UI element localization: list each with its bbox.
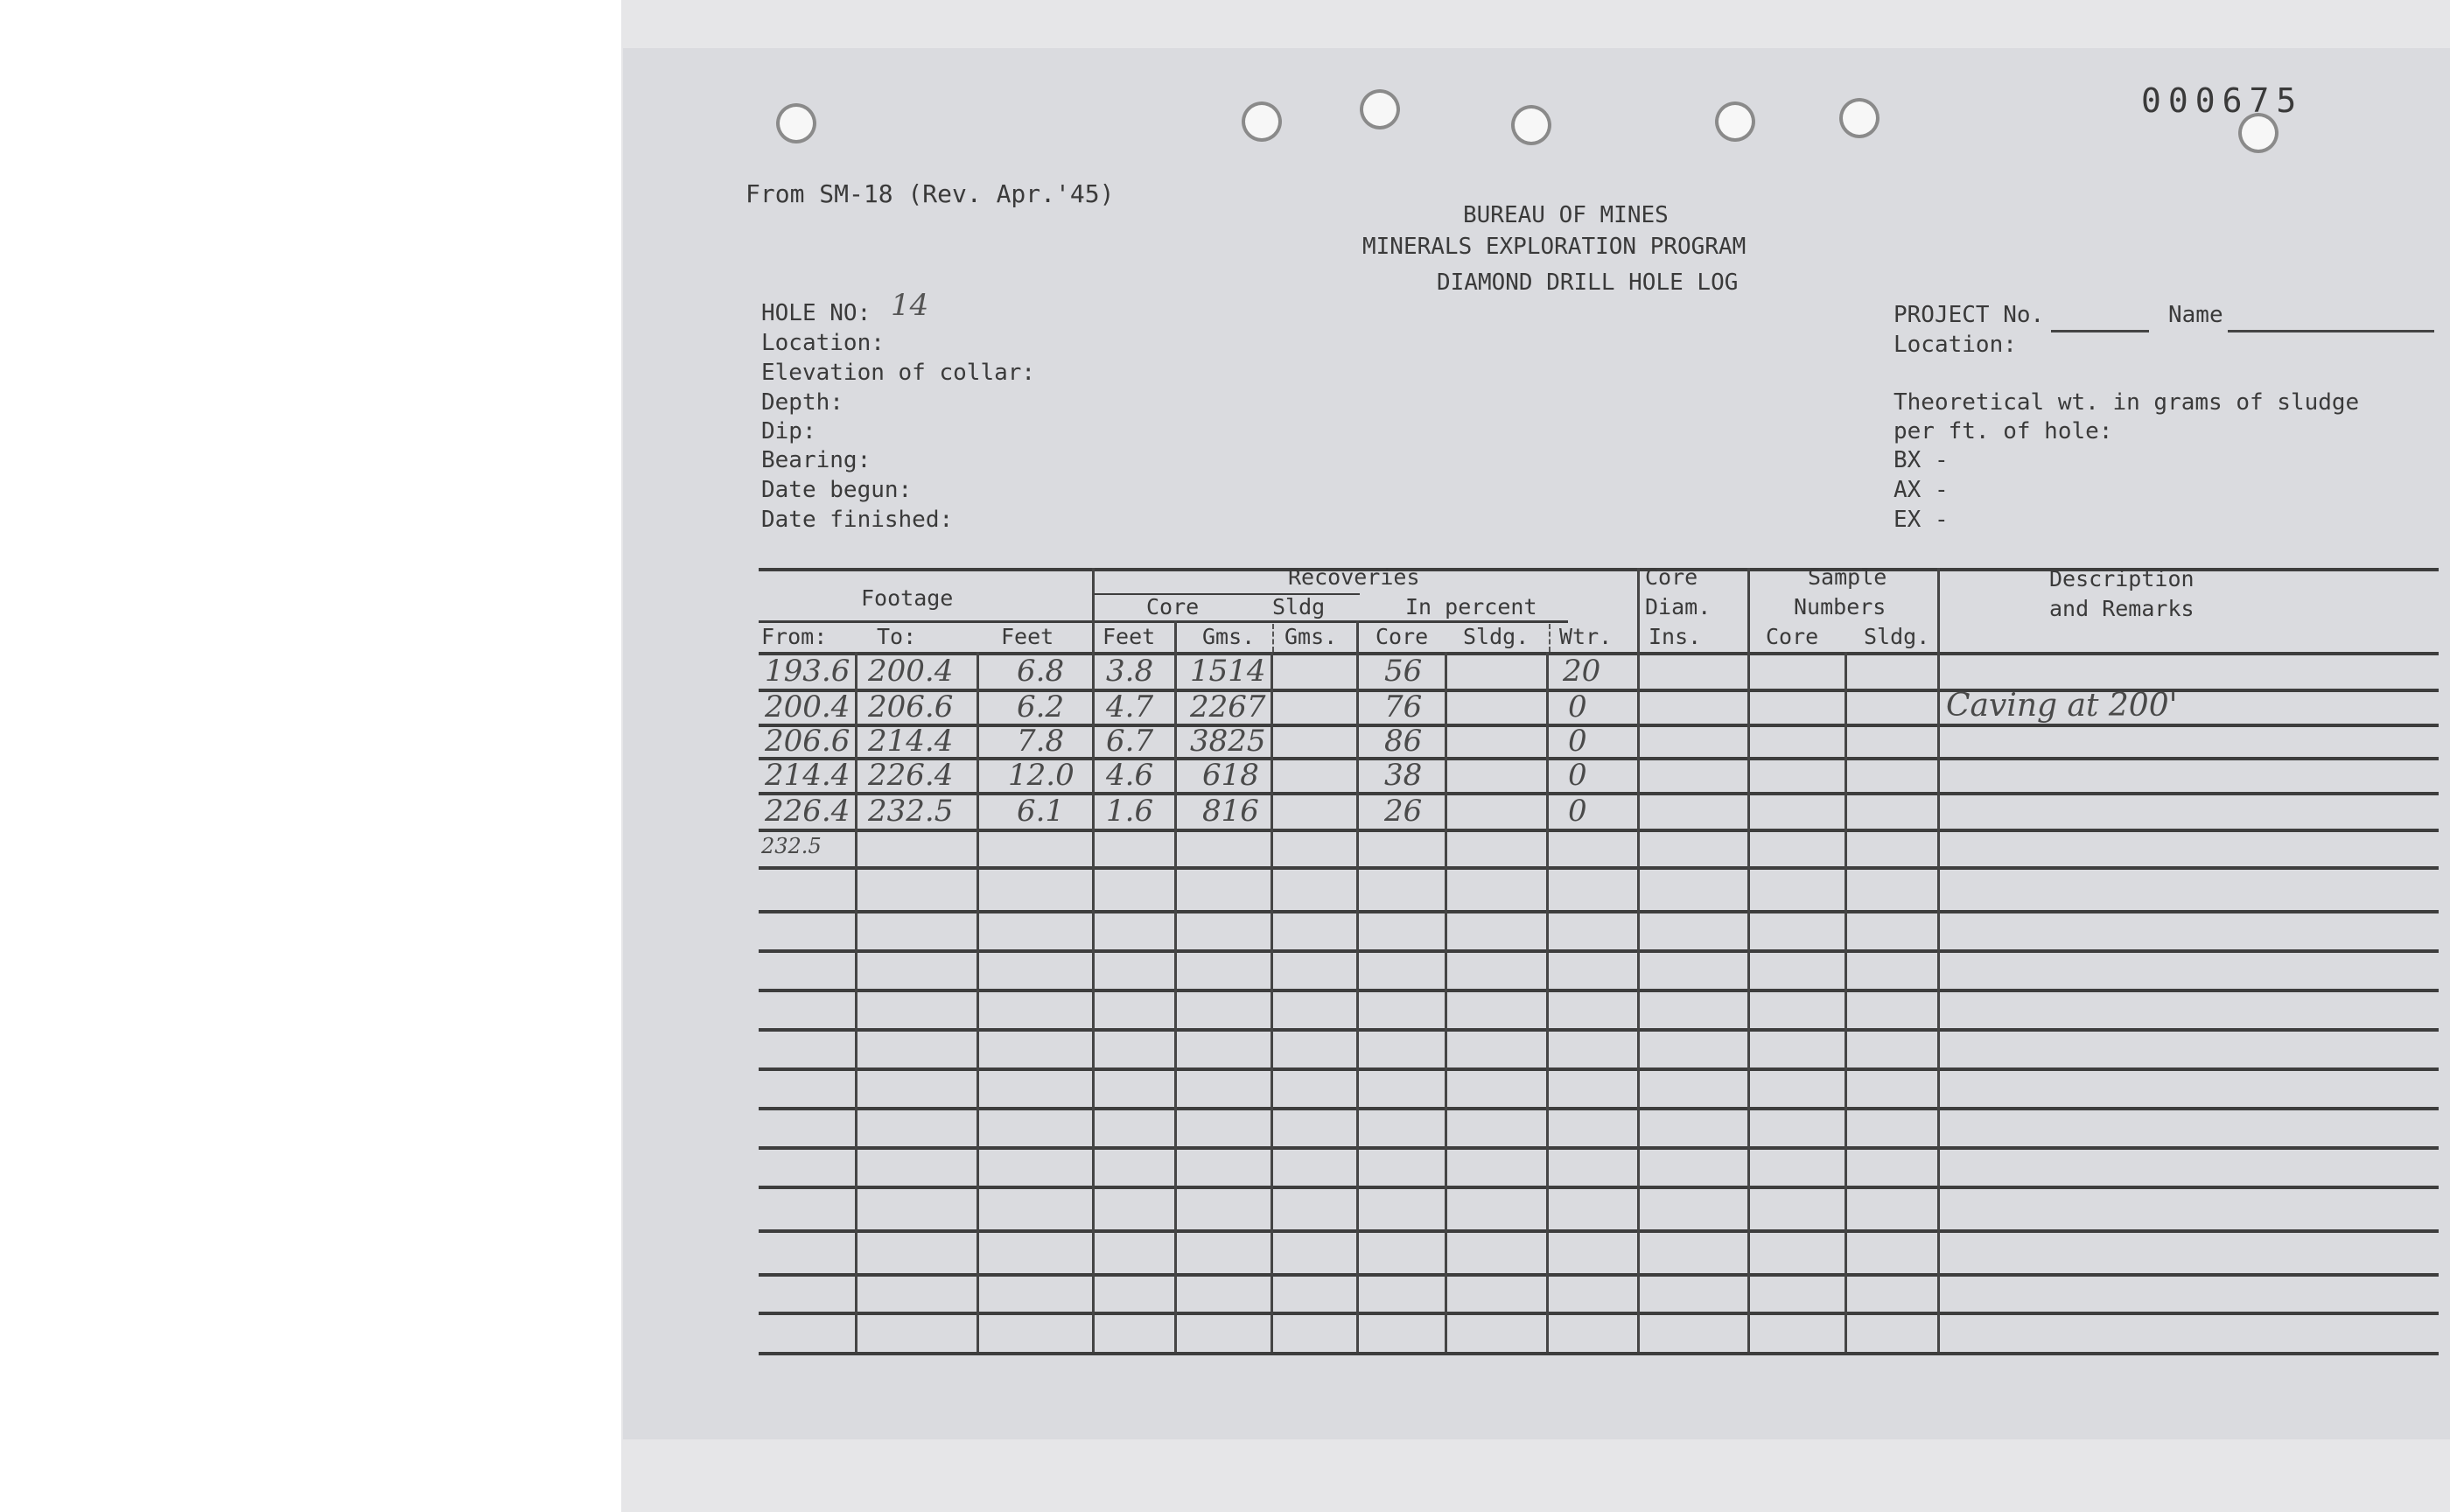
table-rule [759, 949, 2439, 953]
punch-hole [1360, 89, 1400, 130]
table-rule [759, 724, 2439, 727]
cell-feet: 7.8 [1017, 724, 1065, 759]
ins-header: Ins. [1648, 624, 1702, 649]
pct-sldg-header: Sldg. [1463, 624, 1530, 649]
column-divider [1356, 620, 1359, 1352]
hole-no-value: 14 [891, 288, 929, 323]
cell-pct-core: 86 [1384, 724, 1423, 759]
hole-no-label: HOLE NO: [761, 300, 872, 326]
cell-gms: 816 [1202, 794, 1259, 829]
header-line-2: MINERALS EXPLORATION PROGRAM [1362, 234, 1746, 260]
header-dash-divider [1272, 624, 1274, 652]
table-rule [759, 866, 2439, 870]
column-divider [1747, 568, 1750, 1352]
project-no-blank [2051, 330, 2149, 332]
column-divider [1637, 568, 1640, 1352]
cell-pct-core: 26 [1384, 794, 1423, 829]
end-depth: 232.5 [761, 834, 822, 858]
cell-to: 200.4 [868, 654, 954, 689]
header-dash-divider [1549, 624, 1550, 652]
cell-rec-feet: 4.7 [1106, 690, 1154, 724]
punch-hole [1242, 102, 1282, 142]
elevation-label: Elevation of collar: [761, 360, 1036, 386]
in-percent-header: In percent [1405, 594, 1537, 620]
table-rule [759, 1107, 2439, 1110]
punch-hole [1715, 102, 1755, 142]
recoveries-header: Recoveries [1288, 564, 1420, 590]
table-rule [759, 910, 2439, 914]
sample-sldg-header: Sldg. [1864, 624, 1930, 649]
table-rule [759, 1229, 2439, 1233]
cell-rec-feet: 3.8 [1106, 654, 1154, 689]
document-number: 000675 [2141, 81, 2304, 120]
from-header: From: [761, 624, 828, 649]
cell-pct-core: 38 [1384, 758, 1423, 793]
punch-hole [1511, 105, 1551, 145]
column-divider [855, 652, 858, 1352]
cell-wtr: 0 [1568, 724, 1587, 759]
table-rule [759, 1273, 2439, 1277]
cell-wtr: 20 [1563, 654, 1601, 689]
cell-feet: 12.0 [1008, 758, 1074, 793]
cell-from: 200.4 [765, 690, 850, 724]
rec-feet-header: Feet [1102, 624, 1156, 649]
cell-pct-core: 76 [1384, 690, 1423, 724]
cell-feet: 6.8 [1017, 654, 1065, 689]
core-diam-header-2: Diam. [1645, 594, 1712, 620]
cell-pct-core: 56 [1384, 654, 1423, 689]
cell-from: 214.4 [765, 758, 850, 793]
cell-rec-feet: 1.6 [1106, 794, 1154, 829]
cell-rec-feet: 6.7 [1106, 724, 1154, 759]
to-header: To: [877, 624, 917, 649]
column-divider [1937, 568, 1940, 1352]
cell-to: 206.6 [868, 690, 954, 724]
column-divider [1546, 652, 1549, 1352]
cell-from: 193.6 [765, 654, 850, 689]
recoveries-core-header: Core [1146, 594, 1200, 620]
column-divider [1092, 568, 1095, 1352]
feet-header: Feet [1001, 624, 1054, 649]
date-begun-label: Date begun: [761, 477, 913, 503]
table-rule [759, 1312, 2439, 1315]
cell-gms: 3825 [1190, 724, 1266, 759]
header-line-1: BUREAU OF MINES [1463, 202, 1669, 228]
table-rule [759, 620, 1568, 623]
ax-label: AX - [1894, 477, 1949, 503]
column-divider [1270, 652, 1273, 1352]
theoretical-weight-line1: Theoretical wt. in grams of sludge [1894, 389, 2360, 416]
form-identifier: From SM-18 (Rev. Apr.'45) [746, 179, 1115, 208]
cell-feet: 6.1 [1017, 794, 1065, 829]
punch-hole [776, 103, 816, 144]
core-diam-header-1: Core [1645, 564, 1698, 590]
cell-wtr: 0 [1568, 690, 1587, 724]
drill-log-form [623, 48, 2450, 1439]
table-rule [759, 1068, 2439, 1071]
table-rule [759, 829, 2439, 832]
table-rule [759, 1146, 2439, 1150]
sample-header-1: Sample [1808, 564, 1887, 590]
depth-label: Depth: [761, 389, 844, 416]
date-finished-label: Date finished: [761, 507, 954, 533]
table-rule [759, 989, 2439, 992]
column-divider [1844, 652, 1847, 1352]
footage-header: Footage [861, 585, 954, 611]
cell-gms: 1514 [1190, 654, 1266, 689]
column-divider [1445, 652, 1447, 1352]
project-location-label: Location: [1894, 332, 2017, 358]
cell-wtr: 0 [1568, 794, 1587, 829]
recoveries-sldg-header: Sldg [1272, 594, 1326, 620]
name-label: Name [2168, 302, 2223, 328]
description-header-1: Description [2049, 566, 2194, 592]
pct-wtr-header: Wtr. [1559, 624, 1613, 649]
project-no-label: PROJECT No. [1894, 302, 2045, 328]
sample-header-2: Numbers [1794, 594, 1886, 620]
pct-core-header: Core [1376, 624, 1429, 649]
sample-core-header: Core [1766, 624, 1819, 649]
column-divider [1174, 620, 1177, 1352]
dip-label: Dip: [761, 418, 816, 444]
bx-label: BX - [1894, 447, 1949, 473]
theoretical-weight-line2: per ft. of hole: [1894, 418, 2113, 444]
header-line-3: DIAMOND DRILL HOLE LOG [1437, 270, 1739, 296]
punch-hole [1839, 98, 1880, 138]
cell-to: 232.5 [868, 794, 954, 829]
cell-from: 226.4 [765, 794, 850, 829]
cell-from: 206.6 [765, 724, 850, 759]
table-border [759, 1352, 2439, 1355]
cell-remarks: Caving at 200' [1946, 688, 2178, 724]
cell-gms: 2267 [1190, 690, 1266, 724]
column-divider [976, 652, 979, 1352]
rec-gms-header: Gms. [1202, 624, 1256, 649]
description-header-2: and Remarks [2049, 596, 2194, 621]
cell-gms: 618 [1202, 758, 1259, 793]
table-rule [759, 1028, 2439, 1032]
cell-wtr: 0 [1568, 758, 1587, 793]
name-blank [2228, 330, 2434, 332]
ex-label: EX - [1894, 507, 1949, 533]
cell-to: 226.4 [868, 758, 954, 793]
table-rule [759, 1186, 2439, 1189]
bearing-label: Bearing: [761, 447, 872, 473]
cell-feet: 6.2 [1017, 690, 1065, 724]
cell-to: 214.4 [868, 724, 954, 759]
location-label: Location: [761, 330, 885, 356]
table-rule [759, 689, 2439, 692]
sldg-gms-header: Gms. [1284, 624, 1338, 649]
cell-rec-feet: 4.6 [1106, 758, 1154, 793]
